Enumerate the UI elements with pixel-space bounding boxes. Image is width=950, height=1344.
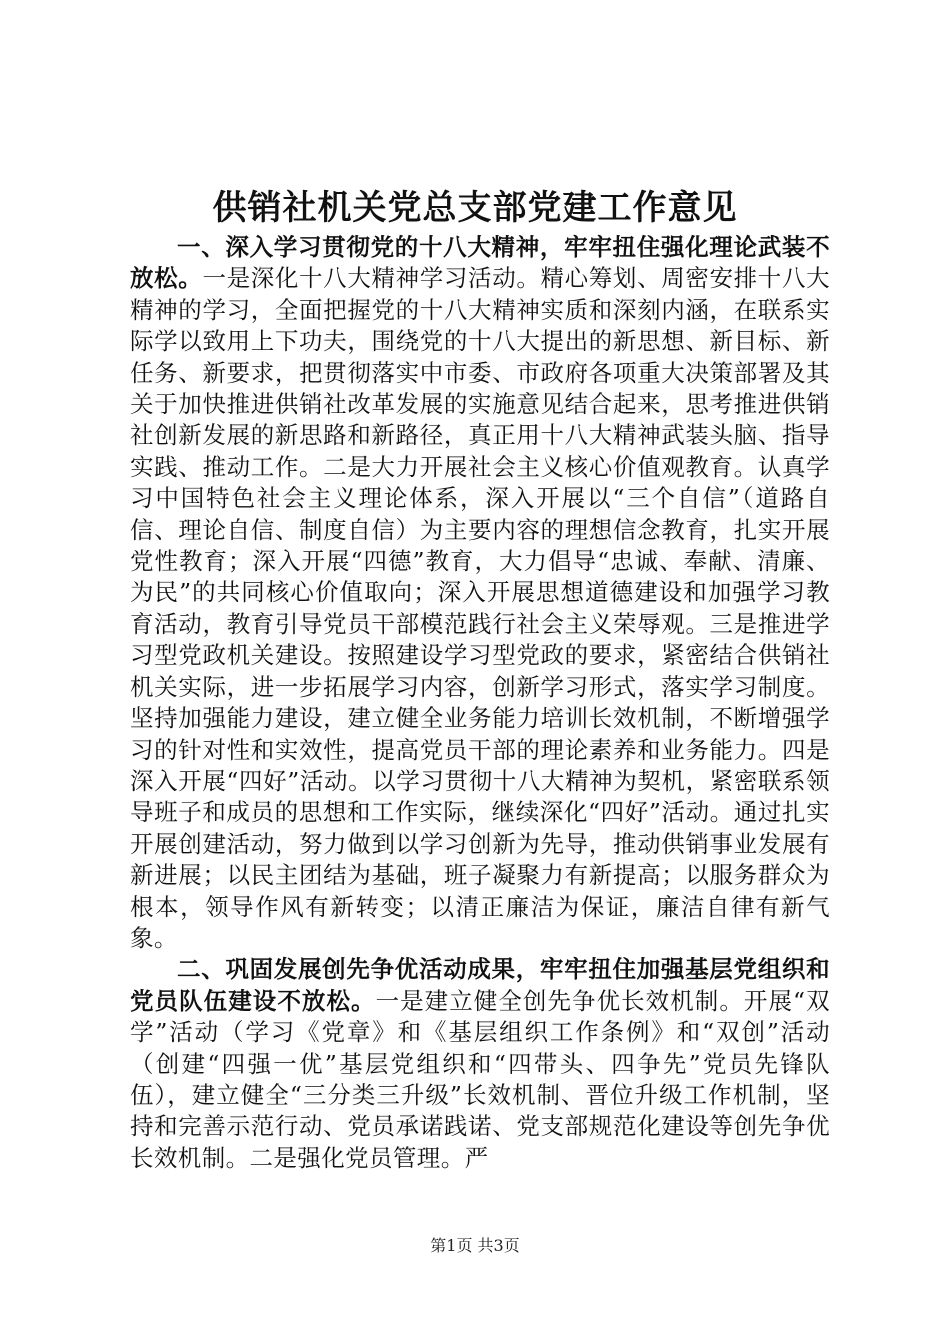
paragraph-2 <box>130 954 830 1174</box>
document-title: 供销社机关党总支部党建工作意见 <box>212 188 738 228</box>
paragraph-1-heading: 一、深入学习贯彻党的十八大精神，牢牢扭住强化理论武装不放松。 <box>130 233 830 293</box>
document-body <box>130 232 830 1174</box>
paragraph-2-text: 一是建立健全创先争优长效机制。开展“双学”活动（学习《党章》和《基层组织工作条例》和“双创”活动（创建“四强一优”基层党组织和“四带头、四争先”党员先锋队伍），建立健全“三分类三升级”长效机制、晋位升级工作机制，坚持和完善示范行动、党员承诺践诺、党支部规范化建设等创先争优长效机制。二是强化党员管理。严 <box>130 986 830 1172</box>
page-footer: 第1页 共3页 <box>430 1236 520 1255</box>
paragraph-1-text: 一是深化十八大精神学习活动。精心筹划、周密安排十八大精神的学习，全面把握党的十八大精神实质和深刻内涵，在联系实际学以致用上下功夫，围绕党的十八大提出的新思想、新目标、新任务、新要求，把贯彻落实中市委、市政府各项重大决策部署及其关于加快推进供销社改革发展的实施意见结合起来，思考推进供销社创新发展的新思路和新路径，真正用十八大精神武装头脑、指导实践、推动工作。二是大力开展社会主义核心价值观教育。认真学习中国特色社会主义理论体系，深入开展以“三个自信”（道路自信、理论自信、制度自信）为主要内容的理想信念教育，扎实开展党性教育；深入开展“四德”教育，大力倡导“忠诚、奉献、清廉、为民”的共同核心价值取向；深入开展思想道德建设和加强学习教育活动，教育引导党员干部模范践行社会主义荣辱观。三是推进学习型党政机关建设。按照建设学习型党政的要求，紧密结合供销社机关实际，进一步拓展学习内容，创新学习形式，落实学习制度。坚持加强能力建设，建立健全业务能力培训长效机制，不断增强学习的针对性和实效性，提高党员干部的理论素养和业务能力。四是深入开展“四好”活动。以学习贯彻十八大精神为契机，紧密联系领导班子和成员的思想和工作实际，继续深化“四好”活动。通过扎实开展创建活动，努力做到以学习创新为先导，推动供销事业发展有新进展；以民主团结为基础，班子凝聚力有新提高；以服务群众为根本，领导作风有新转变；以清正廉洁为保证，廉洁自律有新气象。 <box>130 264 831 952</box>
paragraph-1 <box>130 232 830 954</box>
paragraph-2-heading: 二、巩固发展创先争优活动成果，牢牢扭住加强基层党组织和党员队伍建设不放松。 <box>130 955 830 1015</box>
